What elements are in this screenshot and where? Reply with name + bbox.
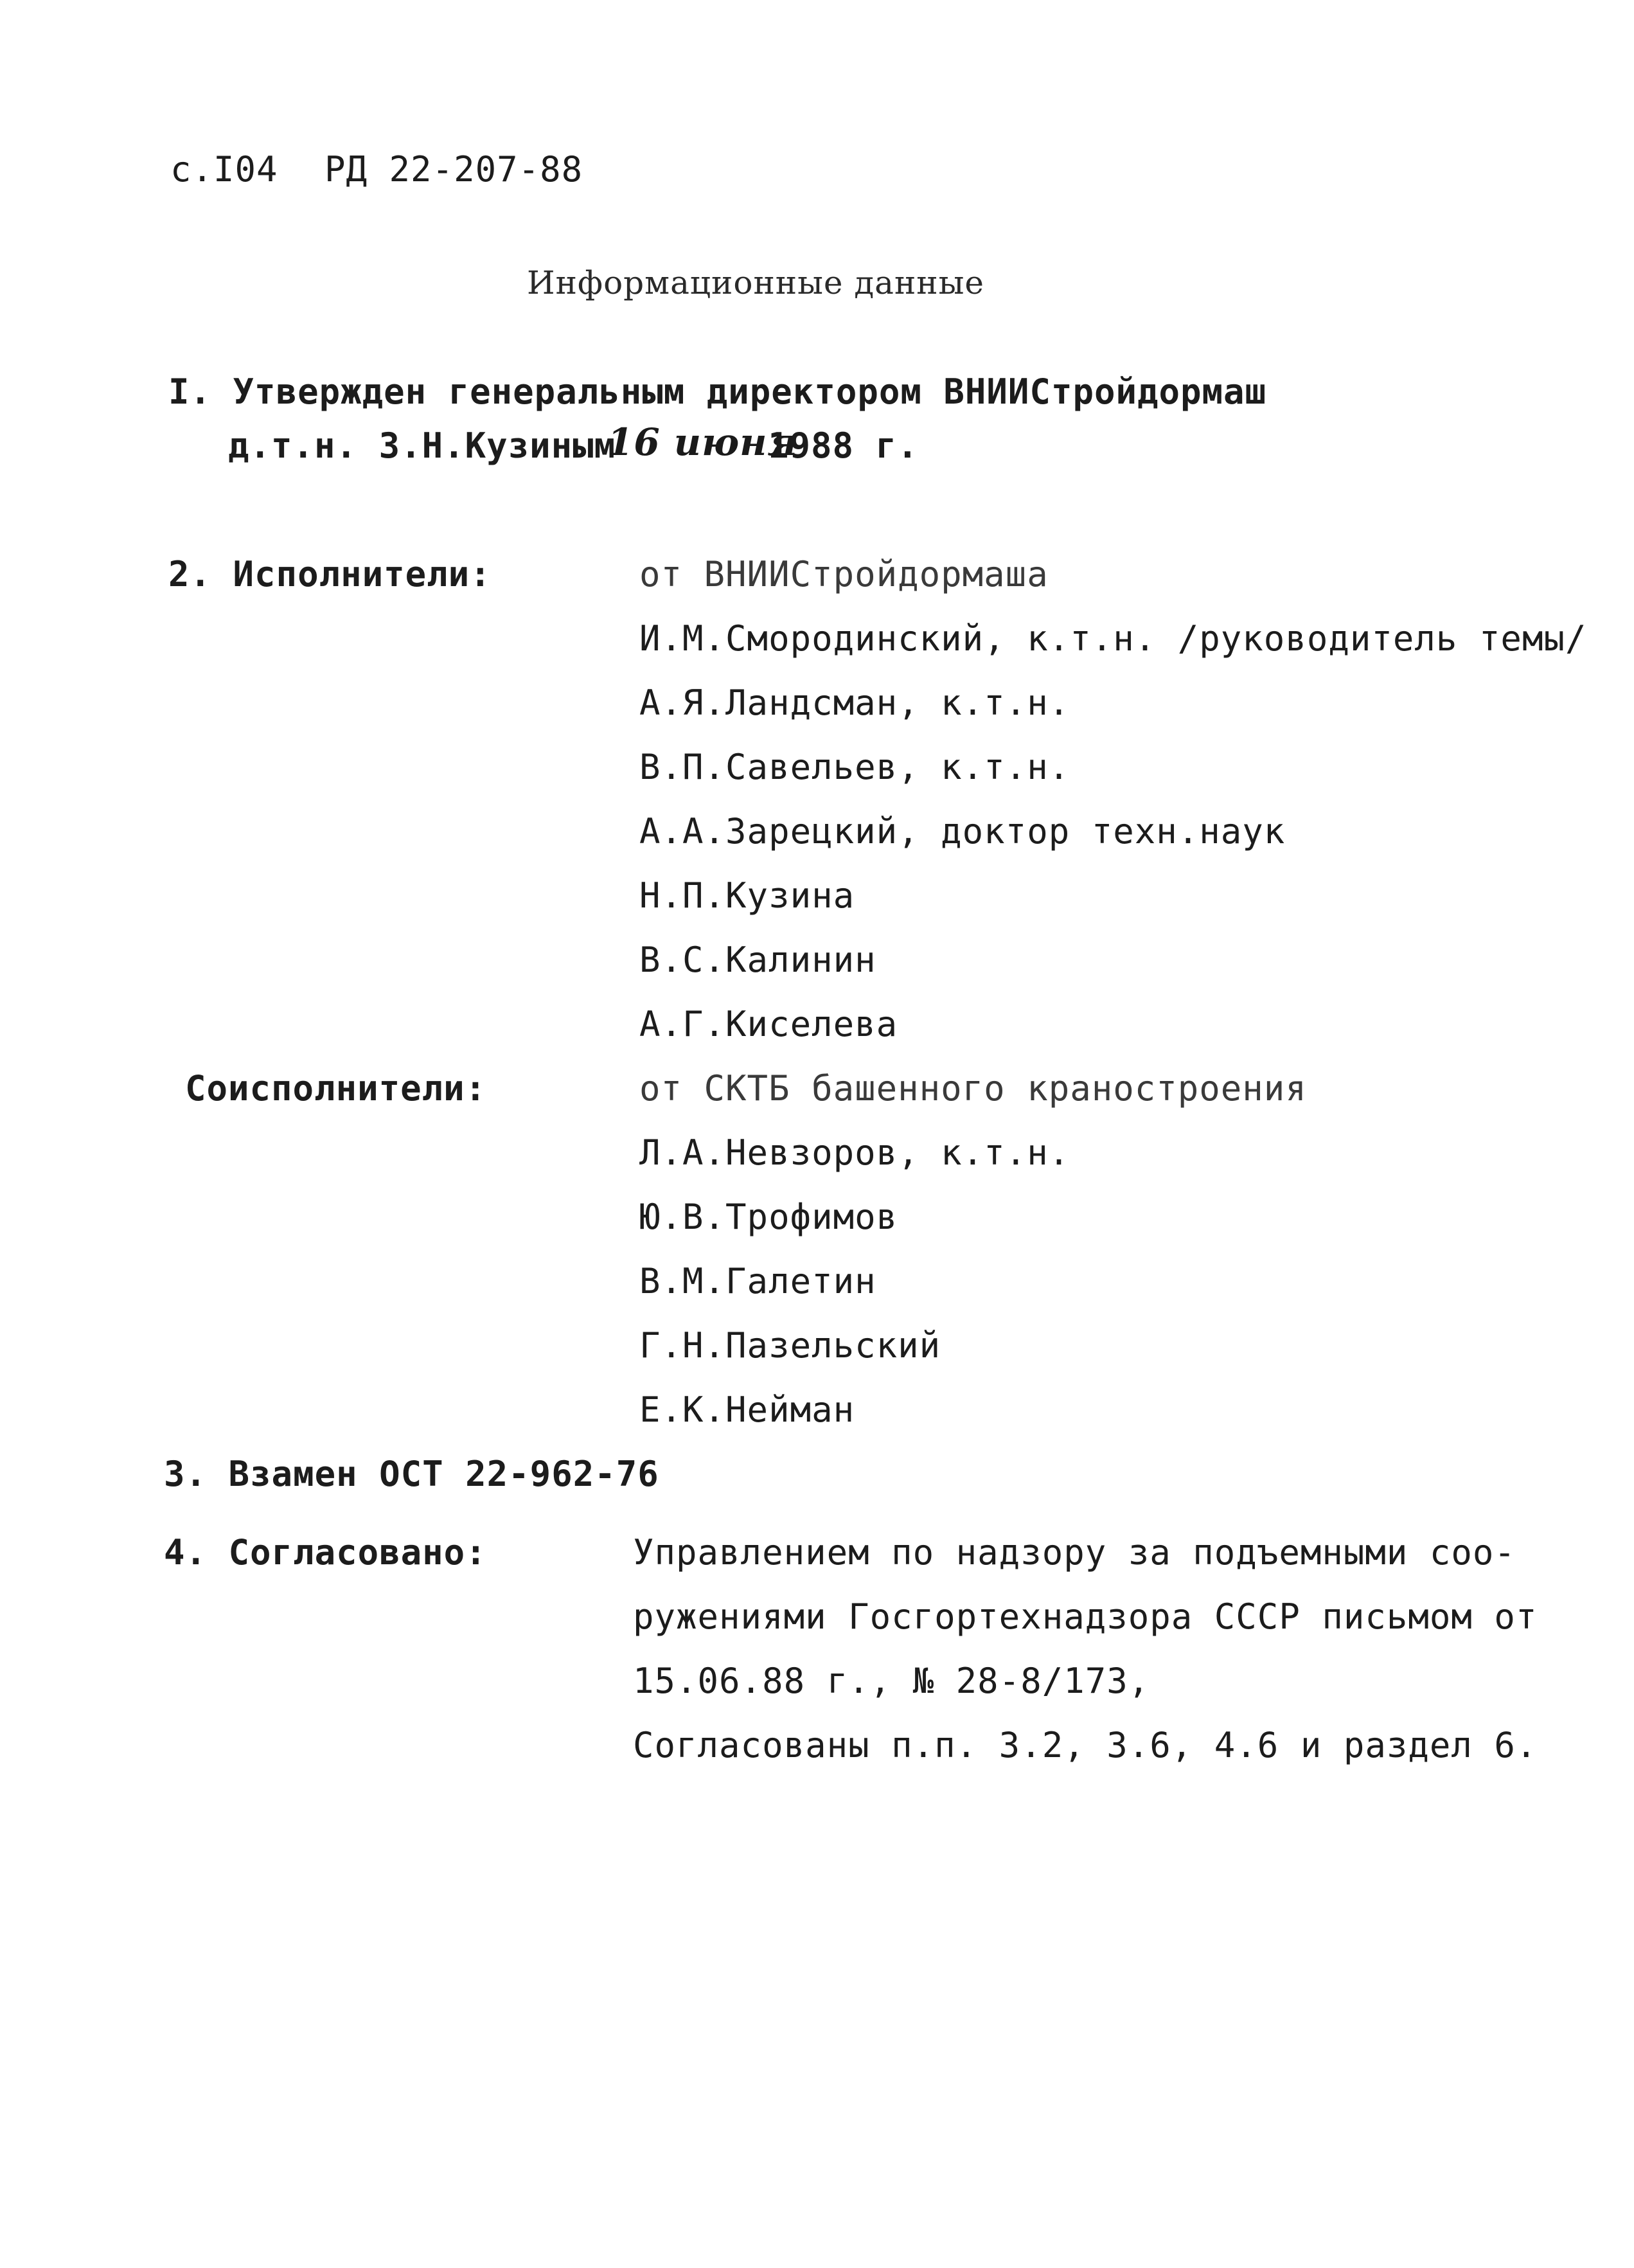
approval-handwritten-date: 16 июня	[607, 420, 798, 464]
performer-entry: В.С.Калинин	[639, 940, 876, 980]
agreed-line: Согласованы п.п. 3.2, 3.6, 4.6 и раздел 6.	[633, 1725, 1538, 1765]
performer-entry: И.М.Смородинский, к.т.н. /руководитель темы/	[639, 618, 1587, 659]
performer-entry: А.Я.Ландсман, к.т.н.	[639, 683, 1070, 723]
co-performers-label: Соисполнители:	[185, 1068, 487, 1109]
approval-line-2-prefix: д.т.н. З.Н.Кузиным	[228, 425, 616, 466]
performer-entry: А.А.Зарецкий, доктор техн.наук	[639, 811, 1286, 852]
agreed-line: ружениями Госгортехнадзора СССР письмом от	[633, 1596, 1538, 1637]
performer-entry: А.Г.Киселева	[639, 1004, 898, 1044]
performer-org: от ВНИИСтройдормаша	[639, 554, 1049, 594]
replaces-standard: 3. Взамен ОСТ 22-962-76	[164, 1454, 659, 1494]
document-title: Информационные данные	[527, 264, 985, 301]
approval-line-1: I. Утвержден генеральным директором ВНИИСтройдормаш	[168, 371, 1267, 412]
agreed-label: 4. Согласовано:	[164, 1532, 487, 1573]
performer-entry: В.П.Савельев, к.т.н.	[639, 747, 1070, 787]
performer-entry: Н.П.Кузина	[639, 875, 855, 916]
agreed-line: Управлением по надзору за подъемными соо-	[633, 1532, 1516, 1573]
page-number: с.I04	[170, 149, 278, 190]
co-performer-entry: Л.А.Невзоров, к.т.н.	[639, 1132, 1070, 1173]
co-performer-entry: Г.Н.Пазельский	[639, 1325, 941, 1366]
co-performer-entry: Ю.В.Трофимов	[639, 1197, 898, 1237]
approval-line-2-suffix: 1988 г.	[768, 425, 919, 466]
co-performer-entry: В.М.Галетин	[639, 1261, 876, 1301]
document-code: РД 22-207-88	[324, 149, 583, 190]
performers-label: 2. Исполнители:	[168, 554, 492, 594]
agreed-line: 15.06.88 г., № 28-8/173,	[633, 1661, 1150, 1701]
co-performer-org: от СКТБ башенного краностроения	[639, 1068, 1307, 1109]
co-performer-entry: Е.К.Нейман	[639, 1389, 855, 1430]
